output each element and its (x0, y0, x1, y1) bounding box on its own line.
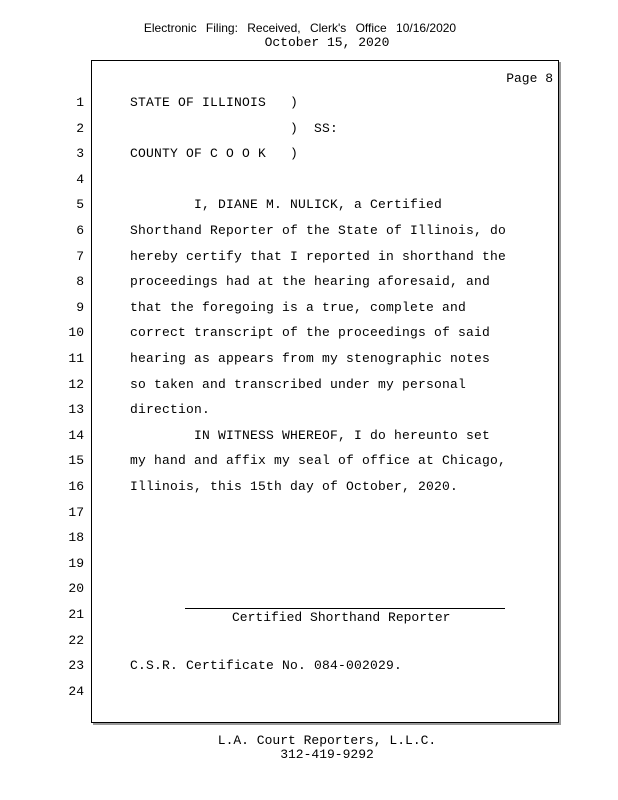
line-number: 10 (68, 325, 84, 341)
signature-label: Certified Shorthand Reporter (232, 610, 451, 625)
line-number: 12 (68, 376, 84, 392)
line-number: 3 (76, 146, 84, 162)
header-date: October 15, 2020 (264, 35, 390, 50)
line-number: 17 (68, 504, 84, 520)
line-text: Shorthand Reporter of the State of Illinois, do (130, 223, 507, 238)
line-number: 13 (68, 402, 84, 418)
line-number: 1 (76, 95, 84, 110)
footer-company: L.A. Court Reporters, L.L.C. (217, 733, 437, 748)
line-number: 4 (76, 171, 84, 187)
line-text: hearing as appears from my stenographic notes (130, 351, 491, 366)
line-number: 24 (68, 683, 84, 699)
signature-line (185, 608, 505, 609)
line-number: 5 (76, 197, 84, 213)
line-number: 16 (68, 479, 84, 494)
line-text: Illinois, this 15th day of October, 2020. (130, 479, 459, 494)
line-text: IN WITNESS WHEREOF, I do hereunto set (130, 427, 491, 443)
line-number: 19 (68, 555, 84, 571)
line-text: COUNTY OF C O O K ) (130, 146, 299, 162)
line-number: 14 (68, 427, 84, 443)
line-text: that the foregoing is a true, complete and (130, 299, 467, 315)
line-number: 18 (68, 530, 84, 546)
page-number: Page 8 (506, 71, 553, 86)
line-text: so taken and transcribed under my personal (130, 376, 467, 392)
line-number: 21 (68, 607, 84, 622)
line-text: correct transcript of the proceedings of said (130, 325, 491, 341)
footer-phone: 312-419-9292 (280, 747, 374, 762)
filing-stamp: Electronic Filing: Received, Clerk's Office 10/16/2020 (143, 21, 457, 35)
line-number: 6 (76, 223, 84, 238)
line-number: 22 (68, 632, 84, 648)
line-number: 8 (76, 274, 84, 290)
line-number: 2 (76, 120, 84, 136)
line-number: 23 (68, 658, 84, 674)
line-text: proceedings had at the hearing aforesaid, and (130, 274, 491, 290)
line-number: 9 (76, 299, 84, 315)
line-text: direction. (130, 402, 211, 418)
line-number: 15 (68, 453, 84, 469)
line-text: ) SS: (130, 120, 339, 136)
line-number: 20 (68, 581, 84, 597)
line-text: I, DIANE M. NULICK, a Certified (130, 197, 443, 213)
line-text: my hand and affix my seal of office at Chicago, (130, 453, 507, 469)
line-number: 11 (68, 351, 84, 366)
line-text: hereby certify that I reported in shorthand the (130, 248, 507, 264)
line-text: C.S.R. Certificate No. 084-002029. (130, 658, 403, 674)
line-number: 7 (76, 248, 84, 264)
line-text: STATE OF ILLINOIS ) (130, 95, 299, 110)
